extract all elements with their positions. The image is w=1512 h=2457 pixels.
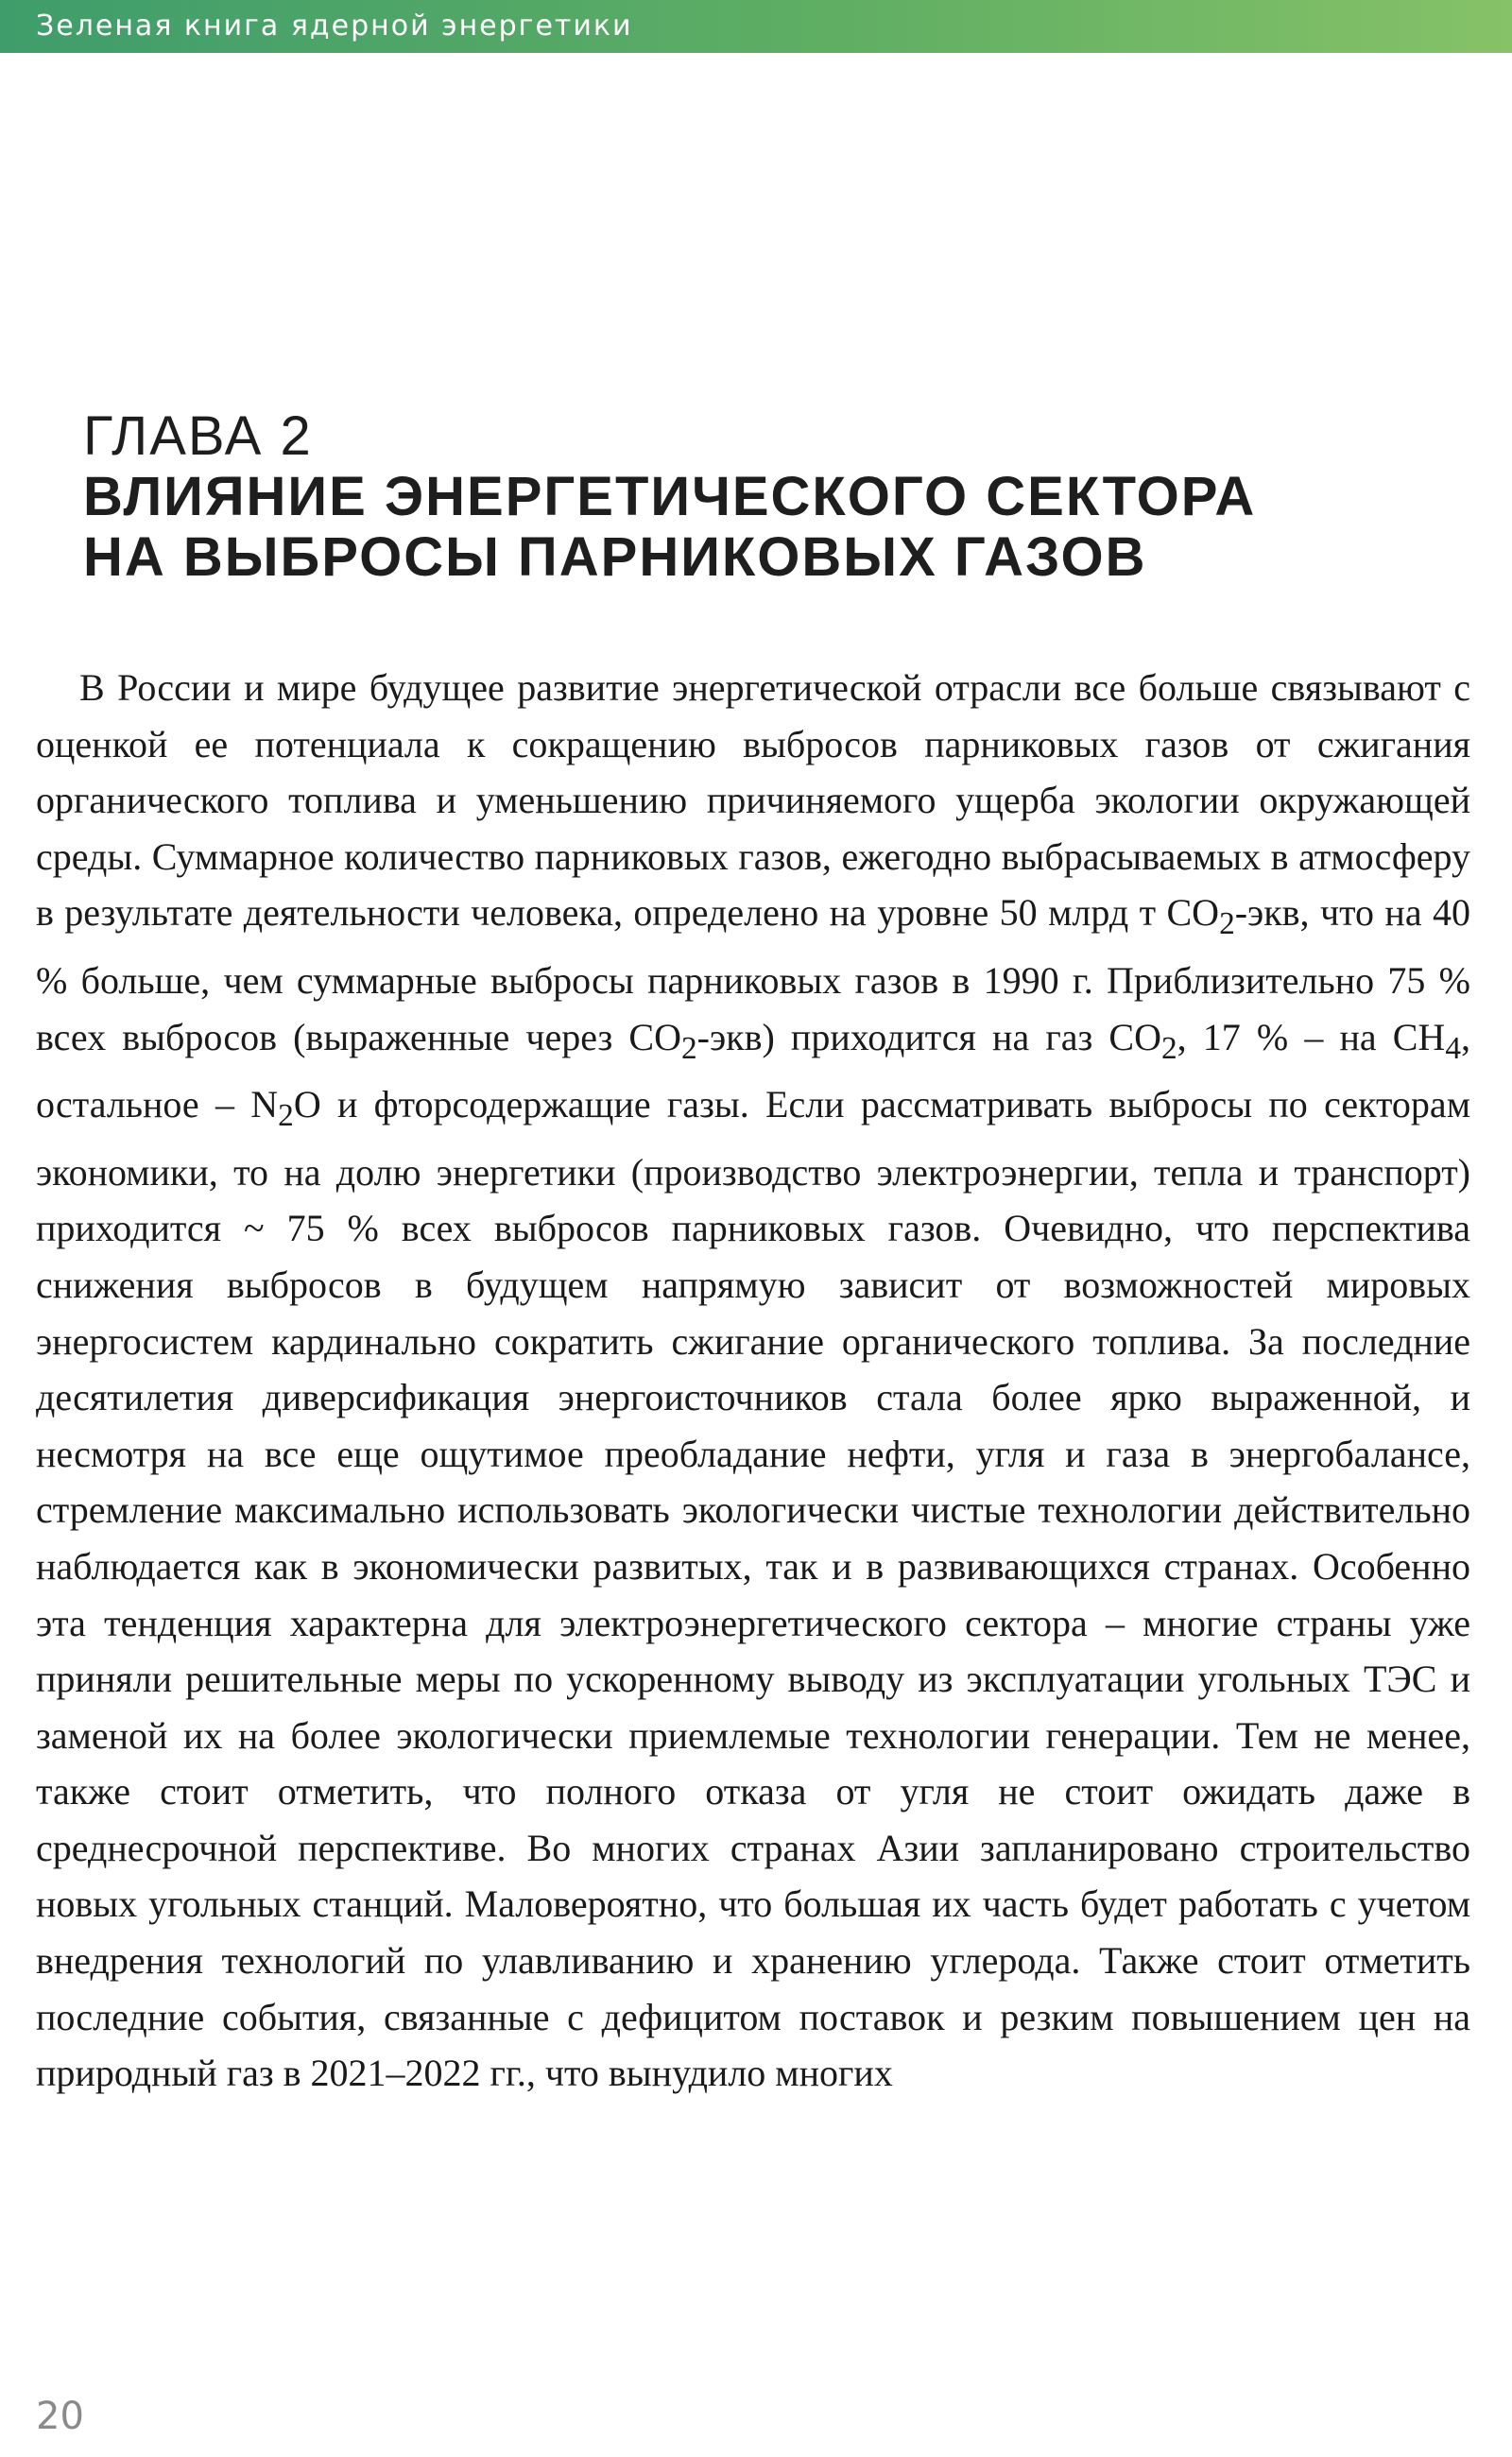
chapter-title-line-2: НА ВЫБРОСЫ ПАРНИКОВЫХ ГАЗОВ bbox=[83, 526, 1147, 588]
chapter-heading bbox=[83, 406, 1444, 588]
body-text-segment: , 17 % – на СН bbox=[1177, 1015, 1446, 1058]
subscript-2: 2 bbox=[680, 1030, 697, 1066]
chapter-label: ГЛАВА 2 bbox=[83, 405, 313, 467]
body-text-segment: -экв, что на 40 % больше, чем суммарные выбросы парниковых газов в 1990 г. Приблизительно 75 % всех выбросов (выраженные через СО bbox=[36, 891, 1471, 1058]
book-title: Зеленая книга ядерной энергетики bbox=[36, 9, 633, 43]
subscript-2: 2 bbox=[1160, 1030, 1177, 1066]
subscript-4: 4 bbox=[1445, 1030, 1461, 1066]
subscript-2: 2 bbox=[278, 1098, 294, 1134]
body-text-segment: В России и мире будущее развитие энергетической отрасли все больше связывают с оценкой ее потенциала к сокращению выбросов парниковых газов от сжигания органического топлива и уменьшению причиняемого ущерба экологии окружающей среды. Суммарное количество парниковых газов, ежегодно выбрасываемых в атмосферу в результате деятельности человека, определено на уровне 50 млрд т СО bbox=[36, 666, 1470, 935]
page-number: 20 bbox=[36, 2395, 84, 2438]
body-paragraph bbox=[36, 660, 1470, 2102]
body-text-segment: , остальное – N bbox=[36, 1015, 1470, 1126]
subscript-2: 2 bbox=[1219, 906, 1235, 942]
chapter-title-line-1: ВЛИЯНИЕ ЭНЕРГЕТИЧЕСКОГО СЕКТОРА bbox=[83, 466, 1257, 527]
header-bar bbox=[0, 0, 1512, 53]
body-text-segment: -экв) приходится на газ СО bbox=[696, 1015, 1161, 1058]
body-text-segment: O и фторсодержащие газы. Если рассматривать выбросы по секторам экономики, то на долю энергетики (производство электроэнергии, тепла и транспорт) приходится ~ 75 % всех выбросов парниковых газов. Очевидно, что перспектива снижения выбросов в будущем напрямую зависит от возможностей мировых энергосистем кардинально сократить сжигание органического топлива. За последние десятилетия диверсификация энергоисточников стала более ярко выраженной, и несмотря на все еще ощутимое преобладание нефти, угля и газа в энергобалансе, стремление максимально использовать экологически чистые технологии действительно наблюдается как в экономически развитых, так и в развивающихся странах. Особенно эта тенденция характерна для электроэнергетического сектора – многие страны уже приняли решительные меры по ускоренному выводу из эксплуатации угольных ТЭС и заменой их на более экологически приемлемые технологии генерации. Тем не менее, также стоит отметить, что полного отказа от угля не стоит ожидать даже в среднесрочной перспективе. Во многих странах Азии запланировано строительство новых угольных станций. Маловероятно, что большая их часть будет работать с учетом внедрения технологий по улавливанию и хранению углерода. Также стоит отметить последние события, связанные с дефицитом поставок и резким повышением цен на природный газ в 2021–2022 гг., что вынудило многих bbox=[36, 1083, 1470, 2095]
